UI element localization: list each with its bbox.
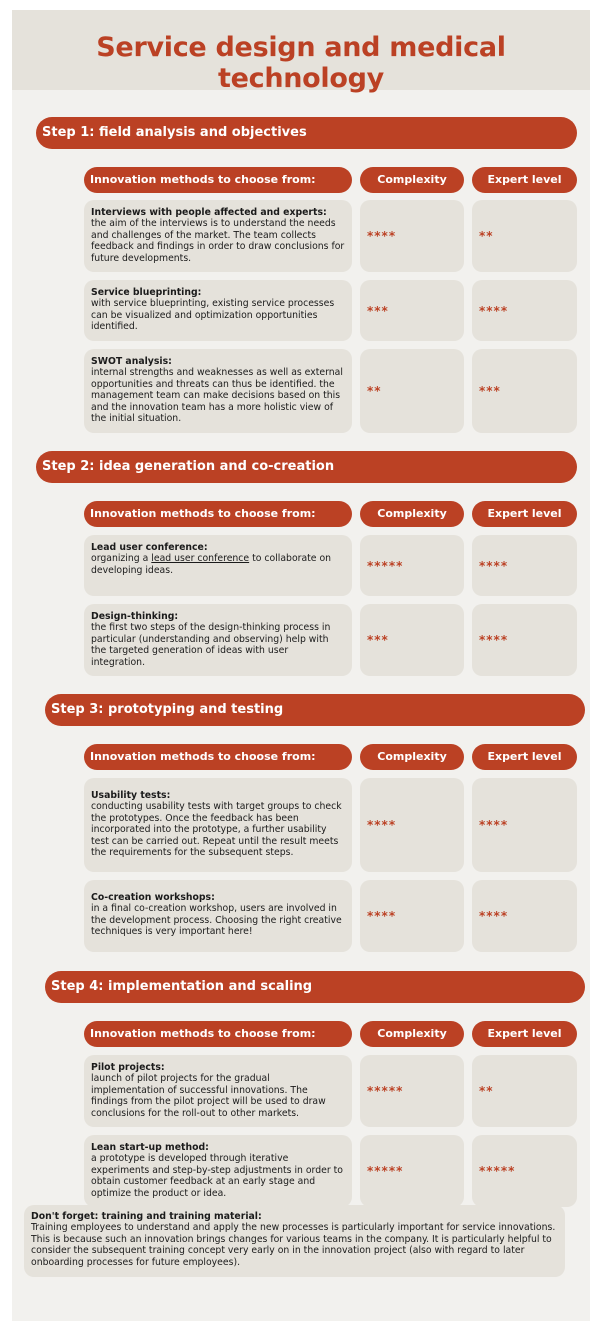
page-title: Service design and medical technology [96, 32, 506, 94]
method-cell [84, 880, 352, 952]
method-name: Pilot projects: [91, 1062, 165, 1073]
expert-cell [472, 1135, 577, 1207]
expert-rating: *** [479, 384, 501, 398]
expert-cell [472, 280, 577, 341]
method-name: Lean start-up method: [91, 1142, 209, 1153]
method-cell [84, 1055, 352, 1127]
complexity-cell [360, 1135, 464, 1207]
method-name: Co-creation workshops: [91, 892, 215, 903]
methods-header: Innovation methods to choose from: [84, 167, 352, 193]
expert-rating: ** [479, 229, 494, 243]
header-band [12, 10, 590, 94]
note-text: Training employees to understand and apply the new processes is particularly important for service innovations. This is because such an innovation brings changes for various teams in the company. It is particularly helpful to consider the subsequent training concept very early on in the innovation project (also with regard to later onboarding processes for future employees). [31, 1222, 556, 1268]
complexity-rating: *** [367, 303, 389, 318]
complexity-cell [360, 535, 464, 596]
complexity-rating: **** [367, 229, 397, 243]
complexity-cell [360, 280, 464, 341]
method-cell [84, 535, 352, 596]
expert-rating: ** [479, 1084, 494, 1098]
method-cell [84, 349, 352, 433]
complexity-rating: **** [367, 818, 397, 832]
lead-user-conference-link[interactable]: lead user conference [151, 553, 250, 565]
methods-header: Innovation methods to choose from: [84, 1021, 352, 1047]
expert-cell [472, 604, 577, 676]
expert-rating: **** [479, 818, 509, 832]
method-description: the aim of the interviews is to understand the needs and challenges of the market. The team collects feedback and findings in order to draw conclusions for future developments. [91, 218, 345, 264]
expert-level-header: Expert level [472, 1021, 577, 1047]
complexity-cell [360, 604, 464, 676]
complexity-rating: *** [367, 633, 389, 647]
complexity-rating: ***** [367, 1164, 404, 1178]
expert-level-header: Expert level [472, 744, 577, 770]
method-name: Lead user conference: [91, 542, 208, 553]
method-name: Interviews with people affected and experts: [91, 207, 327, 218]
expert-rating: ***** [479, 1164, 516, 1178]
step-2-banner: Step 2: idea generation and co-creation [36, 451, 577, 483]
method-description: launch of pilot projects for the gradual implementation of successful innovations. The findings from the pilot project will be used to draw conclusions for the roll-out to other markets. [91, 1073, 326, 1119]
method-description-post: to collaborate on developing ideas. [91, 553, 332, 576]
methods-header: Innovation methods to choose from: [84, 744, 352, 770]
complexity-header: Complexity [360, 167, 464, 193]
complexity-rating: ** [367, 384, 382, 398]
step-3-banner: Step 3: prototyping and testing [45, 694, 585, 726]
method-description: the first two steps of the design-thinking process in particular (understanding and observing) help with the targeted generation of ideas with user integration. [91, 622, 331, 668]
step-1-banner: Step 1: field analysis and objectives [36, 117, 577, 149]
complexity-header: Complexity [360, 1021, 464, 1047]
method-cell [84, 200, 352, 272]
method-name: Service blueprinting: [91, 287, 202, 298]
method-description: with service blueprinting, existing service processes can be visualized and optimization opportunities identified. [91, 298, 335, 333]
expert-level-header: Expert level [472, 501, 577, 527]
complexity-cell [360, 1055, 464, 1127]
methods-header: Innovation methods to choose from: [84, 501, 352, 527]
method-name: Design-thinking: [91, 611, 179, 622]
expert-cell [472, 1055, 577, 1127]
expert-rating: **** [479, 303, 509, 318]
complexity-header: Complexity [360, 744, 464, 770]
expert-rating: **** [479, 909, 509, 923]
training-note [24, 1205, 565, 1277]
complexity-rating: **** [367, 909, 397, 923]
method-cell [84, 778, 352, 872]
expert-rating: **** [479, 558, 509, 573]
complexity-rating: ***** [367, 1084, 404, 1098]
complexity-cell [360, 200, 464, 272]
method-cell [84, 1135, 352, 1207]
method-description: in a final co-creation workshop, users are involved in the development process. Choosing the right creative techniques is very important here! [91, 903, 342, 938]
complexity-header: Complexity [360, 501, 464, 527]
complexity-rating: ***** [367, 558, 404, 573]
method-description: conducting usability tests with target groups to check the prototypes. Once the feedback has been incorporated into the prototype, a further usability test can be carried out. Repeat until the result meets the requirements for the subsequent steps. [91, 801, 342, 859]
method-name: Usability tests: [91, 790, 171, 801]
expert-cell [472, 880, 577, 952]
method-cell [84, 280, 352, 341]
complexity-cell [360, 778, 464, 872]
method-description: a prototype is developed through iterative experiments and step-by-step adjustments in order to obtain customer feedback at an early stage and optimize the product or idea. [91, 1153, 343, 1199]
method-description-pre: organizing a [91, 553, 152, 565]
complexity-cell [360, 880, 464, 952]
expert-cell [472, 778, 577, 872]
expert-cell [472, 535, 577, 596]
expert-level-header: Expert level [472, 167, 577, 193]
expert-rating: **** [479, 633, 509, 647]
method-name: SWOT analysis: [91, 356, 172, 367]
method-description: internal strengths and weaknesses as well as external opportunities and threats can thus be identified. the management team can make decisions based on this and the innovation team has a more holistic view of the initial situation. [91, 367, 343, 425]
complexity-cell [360, 349, 464, 433]
expert-cell [472, 349, 577, 433]
method-cell [84, 604, 352, 676]
step-4-banner: Step 4: implementation and scaling [45, 971, 585, 1003]
expert-cell [472, 200, 577, 272]
note-title: Don't forget: training and training material: [31, 1211, 262, 1222]
